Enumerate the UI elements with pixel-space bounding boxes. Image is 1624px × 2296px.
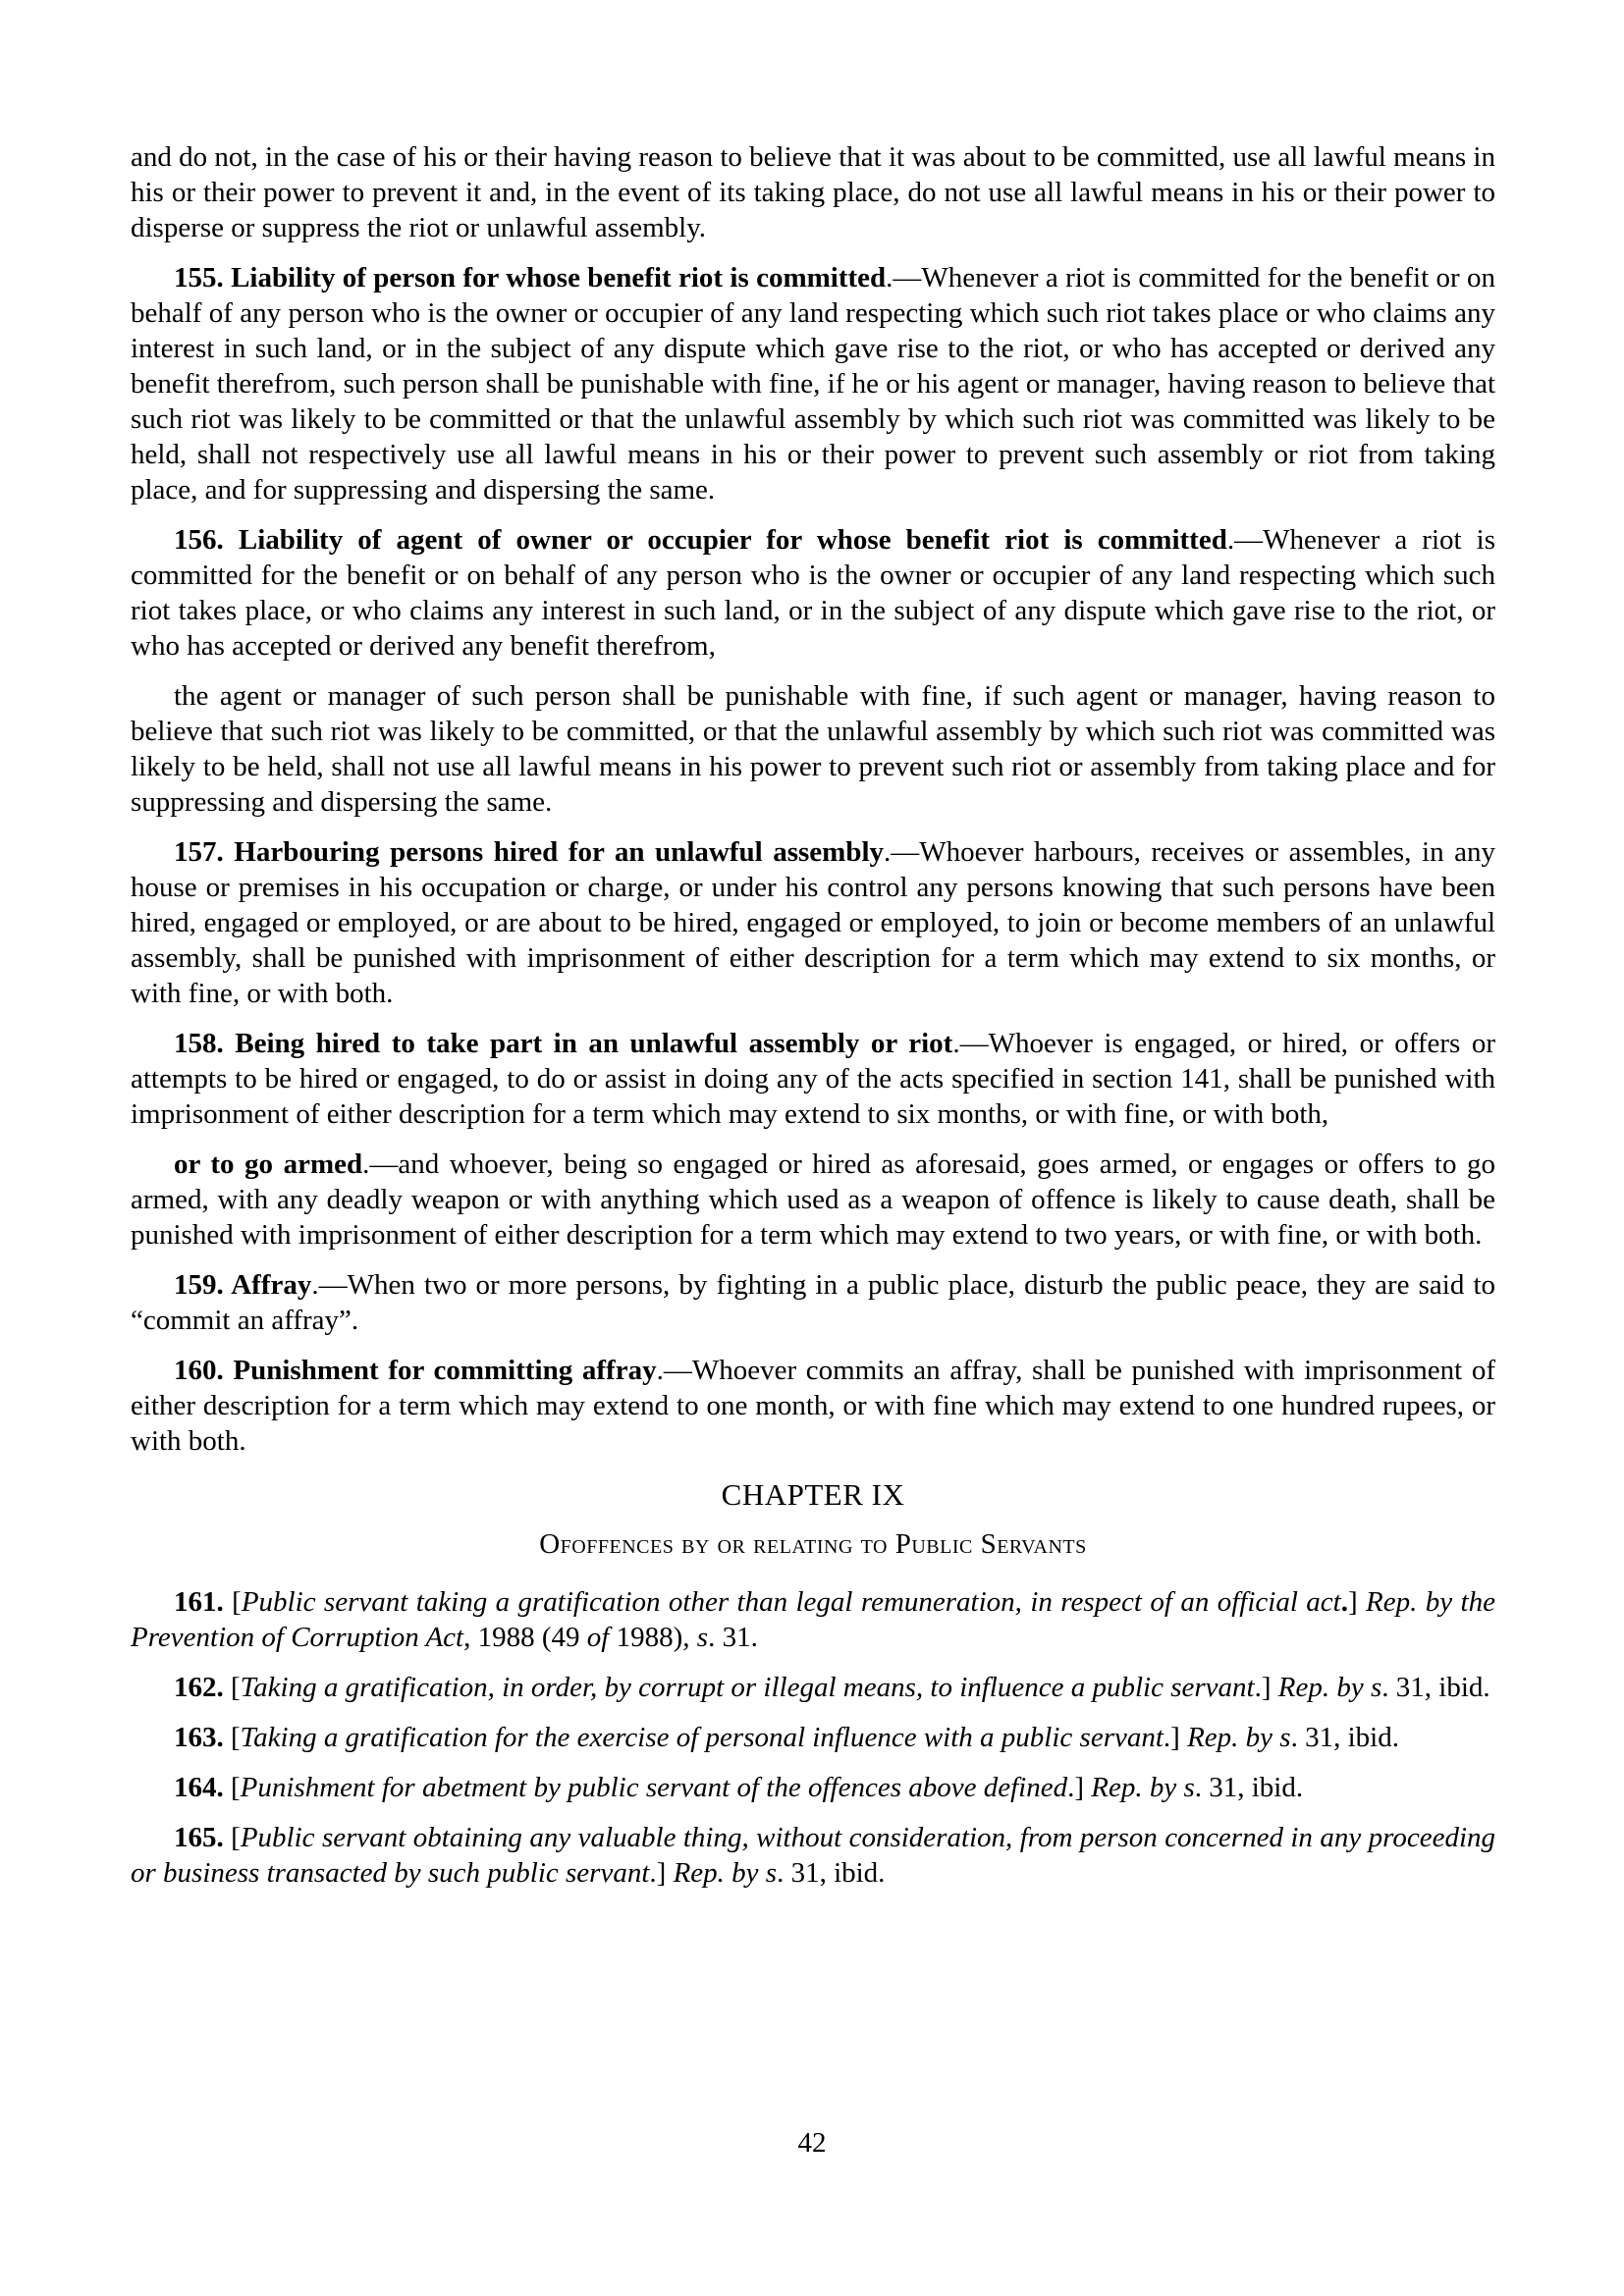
text-run: . 31, ibid. [1381, 1672, 1490, 1703]
document-body [131, 139, 1495, 1905]
text-run: .—Whenever a riot is committed for the benefit or on behalf of any person who is the owner or occupier of any land respecting which such riot takes place, or who claims any interest in such land, or in the subject of any dispute which gave rise to the riot, or who has accepted or derived any benefit therefrom, [131, 524, 1495, 662]
text-run: . 31, ibid. [1290, 1722, 1399, 1753]
text-run: 156. Liability of agent of owner or occupier for whose benefit riot is committed [174, 524, 1227, 556]
text-run: Rep. by s [1277, 1672, 1382, 1703]
text-run: [ [232, 1586, 242, 1618]
text-run: .] [1163, 1722, 1188, 1753]
text-run: Taking a gratification for the exercise of personal influence with a public servant [240, 1722, 1164, 1753]
text-run: .] [649, 1857, 674, 1889]
text-run: of [586, 1622, 610, 1653]
section-156-paragraph [131, 522, 1495, 664]
text-run: the agent or manager of such person shall be punishable with fine, if such agent or manager, having reason to believe that such riot was likely to be committed, or that the unlawful assembly by which such riot was committed was likely to be held, shall not use all lawful means in his power to prevent such riot or assembly from taking place and for suppressing and dispersing the same. [131, 680, 1495, 818]
text-run: s [696, 1622, 709, 1653]
continued-paragraph [131, 139, 1495, 245]
text-run: Rep. by the Prevention of Corruption Act [131, 1586, 1495, 1653]
section-161-paragraph [131, 1584, 1495, 1655]
text-run: .—Whoever harbours, receives or assembles, in any house or premises in his occupation or charge, or under his control any persons knowing that such persons have been hired, engaged or employed, or are about to be hired, engaged or employed, to join or become members of an unlawful assembly, shall be punished with imprisonment of either description for a term which may extend to six months, or with fine, or with both. [131, 836, 1495, 1009]
text-run: . 31, ibid. [1194, 1772, 1304, 1803]
text-run: Rep. by s [1091, 1772, 1195, 1803]
text-run: .] [1254, 1672, 1278, 1703]
text-run: .—and whoever, being so engaged or hired as aforesaid, goes armed, or engages or offers to go armed, with any deadly weapon or with anything which used as a weapon of offence is likely to cause death, shall be punished with imprisonment of either description for a term which may extend to two years, or with fine, or with both. [131, 1148, 1495, 1251]
section-158-or-to-go-armed-paragraph [131, 1147, 1495, 1253]
text-run: ] [1347, 1586, 1367, 1618]
chapter-ix-heading: CHAPTER IX [721, 1477, 905, 1512]
text-run: 155. Liability of person for whose benefit riot is committed [174, 262, 887, 294]
text-run: 165. [174, 1822, 232, 1853]
text-run: Taking a gratification, in order, by corrupt or illegal means, to influence a public servant [240, 1672, 1255, 1703]
text-run: [ [231, 1822, 241, 1853]
text-run: 164. [174, 1772, 231, 1803]
chapter-ix-subheading: Ofoffences by or relating to Public Servants [539, 1528, 1087, 1560]
text-run: . 31. [708, 1622, 758, 1653]
section-156-continuation-paragraph [131, 678, 1495, 820]
section-158-paragraph [131, 1026, 1495, 1132]
section-157-paragraph [131, 834, 1495, 1011]
section-163-paragraph [131, 1720, 1495, 1755]
text-run: 158. Being hired to take part in an unlawful assembly or riot [174, 1028, 953, 1059]
text-run: Public servant taking a gratification other than legal remuneration, in respect of an official act [241, 1586, 1341, 1618]
text-run: .] [1067, 1772, 1092, 1803]
text-run: [ [231, 1672, 241, 1703]
text-run: . [1340, 1586, 1348, 1618]
section-159-paragraph [131, 1267, 1495, 1338]
text-run: 161. [174, 1586, 233, 1618]
text-run: 1988), [609, 1622, 697, 1653]
section-165-paragraph [131, 1820, 1495, 1891]
text-run: 162. [174, 1672, 231, 1703]
text-run: . 31, ibid. [777, 1857, 886, 1889]
section-160-paragraph [131, 1353, 1495, 1459]
text-run: 160. Punishment for committing affray [174, 1355, 657, 1386]
text-run: Public servant obtaining any valuable thing, without consideration, from person concerned in any proceeding or business transacted by such public servant [131, 1822, 1496, 1889]
text-run: Rep. by s [673, 1857, 778, 1889]
page-number: 42 [797, 2127, 827, 2159]
section-155-paragraph [131, 260, 1495, 507]
text-run: Rep. by s [1187, 1722, 1291, 1753]
text-run: [ [231, 1772, 241, 1803]
text-run: , 1988 (49 [463, 1622, 587, 1653]
text-run: or to go armed [174, 1148, 363, 1180]
section-162-paragraph [131, 1670, 1495, 1705]
text-run: 157. Harbouring persons hired for an unlawful assembly [174, 836, 885, 868]
text-run: .—Whoever commits an affray, shall be punished with imprisonment of either description for a term which may extend to one month, or with fine which may extend to one hundred rupees, or with both. [131, 1355, 1495, 1457]
section-164-paragraph [131, 1770, 1495, 1805]
text-run: [ [231, 1722, 241, 1753]
text-run: .—When two or more persons, by fighting in a public place, disturb the public peace, they are said to “commit an affray”. [131, 1269, 1496, 1336]
text-run: 163. [174, 1722, 231, 1753]
text-run: .—Whenever a riot is committed for the benefit or on behalf of any person who is the owner or occupier of any land respecting which such riot takes place or who claims any interest in such land, or in the subject of any dispute which gave rise to the riot, or who has accepted or derived any benefit therefrom, such person shall be punishable with fine, if he or his agent or manager, having reason to believe that such riot was likely to be committed or that the unlawful assembly by which such riot was committed was likely to be held, shall not respectively use all lawful means in his or their power to prevent such assembly or riot from taking place, and for suppressing and dispersing the same. [131, 262, 1495, 506]
text-run: and do not, in the case of his or their having reason to believe that it was about to be committed, use all lawful means in his or their power to prevent it and, in the event of its taking place, do not use all lawful means in his or their power to disperse or suppress the riot or unlawful assembly. [131, 141, 1495, 243]
text-run: Punishment for abetment by public servant of the offences above defined [240, 1772, 1068, 1803]
text-run: .—Whoever is engaged, or hired, or offers or attempts to be hired or engaged, to do or assist in doing any of the acts specified in section 141, shall be punished with imprisonment of either description for a term which may extend to six months, or with fine, or with both, [131, 1028, 1495, 1130]
text-run: 159. Affray [174, 1269, 312, 1301]
